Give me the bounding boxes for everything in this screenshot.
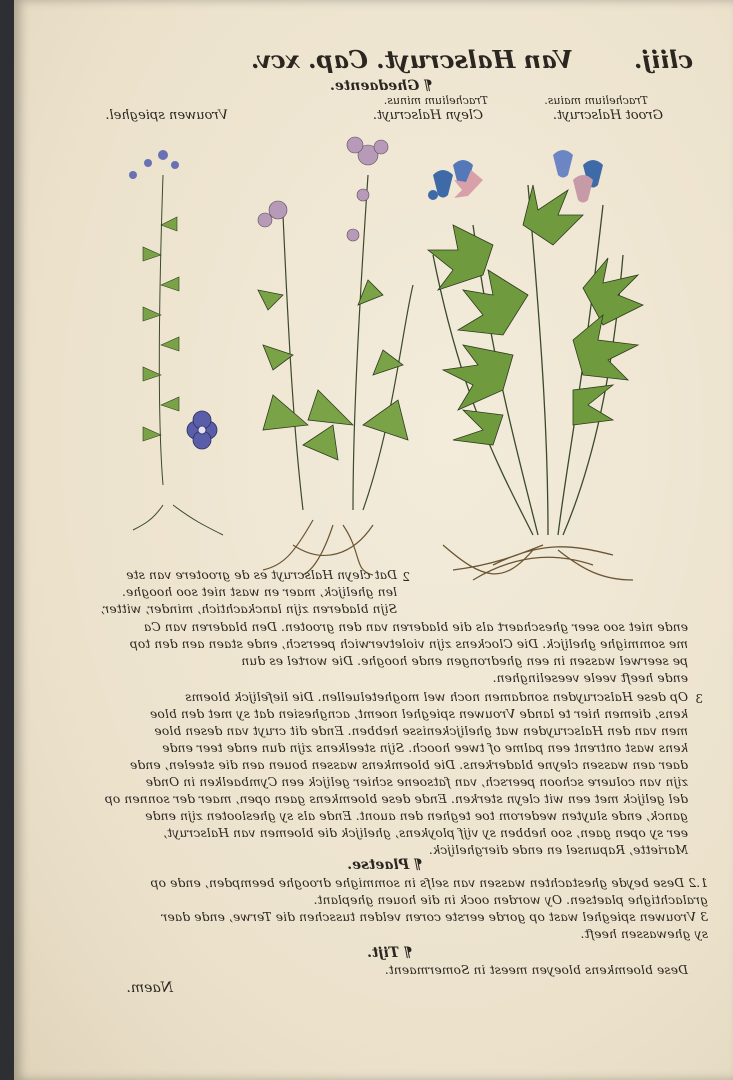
plant-trachelium-maius-flowers: [428, 150, 603, 203]
para2-line-4: ende niet soo seer gheschaert als die bladeren van den grooten. Den bladeren van Ca: [143, 620, 688, 634]
plant-trachelium-minus-flowers: [258, 137, 388, 241]
para2-line-5: me sommighe ghelijck. Die Clockens zijn violetverwich peersch, ende staen aen den top: [129, 637, 688, 651]
para3-number: 3: [695, 692, 703, 706]
flower-detail-icon: [187, 411, 217, 449]
para2-number: 2: [402, 570, 410, 584]
plant-trachelium-minus-leaves: [258, 280, 408, 460]
botanical-woodcut: [14, 125, 733, 585]
plant-vrouwen-spieghel: [133, 175, 223, 535]
para3-line-10: Mariette, Rapunsel en ende dierghelijck.: [428, 843, 688, 857]
plant-trachelium-minus: [263, 175, 413, 575]
running-title: Van Halscruyt. Cap. xcv.: [250, 45, 573, 74]
plant-trachelium-maius-leaves: [428, 185, 643, 445]
para3-line-1: Op dese Halscruyden sondamen noch wel mogheteluellen. Die liefelijck bloems: [185, 690, 688, 704]
section-heading-places: ¶ Plaetse.: [347, 857, 423, 873]
para3-line-5: daer aen wassen cleyne bladerkens. Die bloemkens wassen bouen aen die steelen, ende: [129, 758, 688, 772]
folio-number: cliij.: [633, 45, 693, 74]
para3-line-4: kens wast ontrent een palme of twee hooch. Sijn steelkens zijn dun ende teer ende: [162, 741, 688, 755]
places-line-1: 1.2 Dese beyde ghestachten wassen van selfs in sommighe drooghe beempden, ende op: [150, 876, 708, 890]
para3-line-7: del gelijck met een wit cleyn sterken. Ende dese bloemkens gaen open, maer der sonnen op: [104, 792, 688, 806]
figure-caption-latin-1: Trachelium maius.: [544, 94, 648, 107]
places-line-2: gralachtighe plaetsen. Oy worden oock in die houen gheplant.: [313, 893, 708, 907]
time-line: Dese bloemkens bloeyen meest in Somermaent.: [384, 963, 688, 977]
figure-caption-dutch-1: Groot Halscruyt.: [552, 108, 663, 123]
para2-line-2: len ghelijck, maer en wast niet soo hooghe.: [121, 585, 397, 599]
para2-line-1: Dat cleyn Halscruyt es de grootere van ste: [126, 568, 397, 582]
places-line-4: sy ghewassen heeft.: [580, 927, 708, 941]
para3-line-2: kens, diemen hier te lande Vrouwen spieghel noemt, acnghesien dat sy met den bloe: [149, 707, 688, 721]
para2-line-3: Sijn bladeren zijn lanckachtich, minder, witter,: [100, 602, 397, 616]
para3-line-6: zijn van coluere schoon peersch, van fatsoene schier gelijck een Cymbaelken in Onde: [145, 775, 688, 789]
section-heading-time: ¶ Tijt.: [367, 945, 413, 961]
places-line-3: 3 Vrouwen spieghel wast op gorde eerste coren velden tusschen die Terwe, ende daer: [161, 910, 708, 924]
para2-line-7: ende heeft veele veeselinghen.: [492, 671, 688, 685]
para2-line-6: pe seerwel wassen in een ghedrongen ende hooghe. Die wortel es dun: [241, 654, 688, 668]
figure-caption-dutch-3: Vrouwen spieghel.: [105, 108, 228, 123]
book-page: [14, 0, 733, 1080]
figure-caption-dutch-2: Cleyn Halscruyt.: [372, 108, 483, 123]
mirrored-scan: [14, 0, 733, 1080]
catchword: Naem.: [126, 980, 173, 996]
plant-vrouwen-spieghel-flowers: [129, 150, 179, 179]
figure-caption-latin-2: Trachelium minus.: [383, 94, 488, 107]
section-heading-names: ¶ Ghedaente.: [329, 78, 433, 94]
para3-line-3: men van den Halscruyden wat ghelijckenisse hebben. Ende dit cruyt van desen bloe: [154, 724, 688, 738]
para3-line-8: ganck, ende sluyten wederom toe teghen den auont. Ende als sy gheslooten zijn ende: [145, 809, 688, 823]
para3-line-9: eer sy open gaen, soo hebben sy vijf ploykens, ghelijck die bloemen van Halscruyt,: [163, 826, 688, 840]
